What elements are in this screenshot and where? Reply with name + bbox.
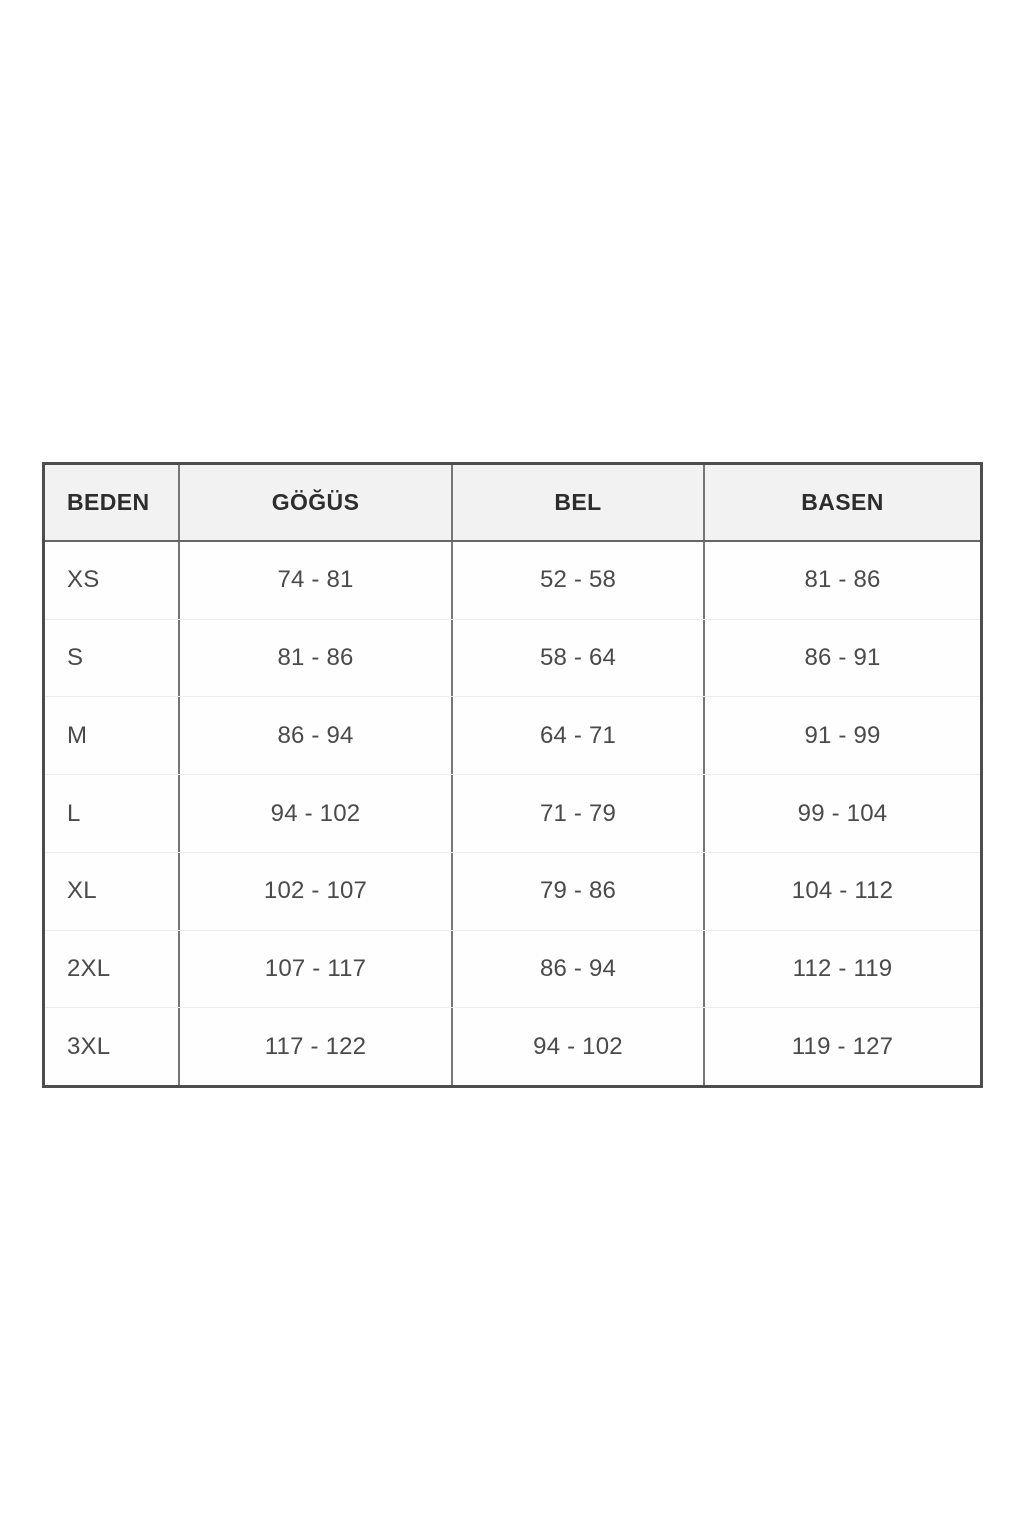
size-label: 3XL [67,1032,111,1060]
hip-range: 86 - 91 [703,620,980,697]
size-label: XL [67,877,97,905]
waist-range: 71 - 79 [451,775,703,852]
size-chart-header-row [45,465,980,542]
chest-range: 86 - 94 [178,697,451,774]
chest-range: 102 - 107 [178,853,451,930]
chest-range: 81 - 86 [178,620,451,697]
table-row-l [45,774,980,852]
waist-range: 52 - 58 [451,542,703,619]
size-chart-table [42,462,983,1088]
chest-range: 74 - 81 [178,542,451,619]
header-beden: BEDEN [67,489,150,515]
header-basen: BASEN [703,465,980,540]
waist-range: 94 - 102 [451,1008,703,1085]
table-row-3xl [45,1007,980,1085]
header-bel: BEL [451,465,703,540]
hip-range: 81 - 86 [703,542,980,619]
chest-range: 117 - 122 [178,1008,451,1085]
size-label: M [67,721,88,749]
table-row-xl [45,852,980,930]
chest-range: 107 - 117 [178,931,451,1008]
hip-range: 104 - 112 [703,853,980,930]
hip-range: 119 - 127 [703,1008,980,1085]
waist-range: 79 - 86 [451,853,703,930]
waist-range: 58 - 64 [451,620,703,697]
table-row-s [45,619,980,697]
chest-range: 94 - 102 [178,775,451,852]
hip-range: 112 - 119 [703,931,980,1008]
size-label: L [67,799,81,827]
waist-range: 86 - 94 [451,931,703,1008]
size-label: S [67,644,84,672]
size-label: XS [67,566,100,594]
table-row-xs [45,542,980,619]
size-label: 2XL [67,954,111,982]
table-row-m [45,696,980,774]
hip-range: 91 - 99 [703,697,980,774]
waist-range: 64 - 71 [451,697,703,774]
header-gogus: GÖĞÜS [178,465,451,540]
table-row-2xl [45,930,980,1008]
hip-range: 99 - 104 [703,775,980,852]
